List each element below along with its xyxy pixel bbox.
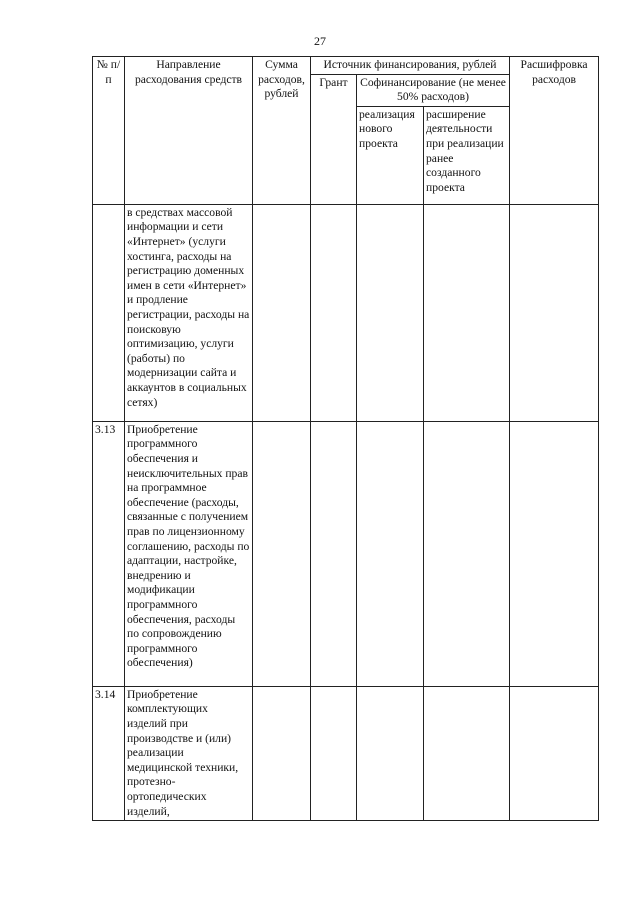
row-direction: Приобретение комплектующих изделий при производстве и (или) реализации медицинской техники, протезно-ортопедических изделий, <box>125 686 253 820</box>
row-breakdown <box>510 686 599 820</box>
header-cofinancing: Софинансирование (не менее 50% расходов) <box>357 74 510 106</box>
header-grant: Грант <box>311 74 357 204</box>
expenses-table <box>92 56 599 821</box>
row-new-project <box>357 421 424 686</box>
page-number: 27 <box>314 34 326 48</box>
header-expansion: расширение деятельности при реализации ранее созданного проекта <box>424 106 510 204</box>
row-sum <box>253 686 311 820</box>
row-sum <box>253 421 311 686</box>
row-num: 3.14 <box>93 686 125 820</box>
row-sum <box>253 204 311 421</box>
table-row <box>93 686 599 820</box>
row-new-project <box>357 204 424 421</box>
row-direction: в средствах массовой информации и сети «Интернет» (услуги хостинга, расходы на регистрацию доменных имен в сети «Интернет» и продление регистрации, расходы на поисковую оптимизацию, услуги (работы) по модернизации сайта и аккаунтов в социальных сетях) <box>125 204 253 421</box>
row-breakdown <box>510 421 599 686</box>
header-num: № п/п <box>93 57 125 205</box>
row-direction: Приобретение программного обеспечения и неисключительных прав на программное обеспечение (расходы, связанные с получением прав по лицензионному соглашению, расходы по адаптации, настройке, внедрению и модификации программного обеспечения, расходы по сопровождению программного обеспечения) <box>125 421 253 686</box>
header-row <box>93 57 599 75</box>
row-expansion <box>424 204 510 421</box>
table-row <box>93 204 599 421</box>
header-new-project: реализация нового проекта <box>357 106 424 204</box>
row-num: 3.13 <box>93 421 125 686</box>
row-num <box>93 204 125 421</box>
table-row <box>93 421 599 686</box>
header-source: Источник финансирования, рублей <box>311 57 510 75</box>
row-expansion <box>424 421 510 686</box>
row-breakdown <box>510 204 599 421</box>
row-expansion <box>424 686 510 820</box>
row-grant <box>311 204 357 421</box>
header-sum: Сумма расходов, рублей <box>253 57 311 205</box>
row-grant <box>311 686 357 820</box>
row-new-project <box>357 686 424 820</box>
header-breakdown: Расшифровка расходов <box>510 57 599 205</box>
row-grant <box>311 421 357 686</box>
header-direction: Направление расходования средств <box>125 57 253 205</box>
